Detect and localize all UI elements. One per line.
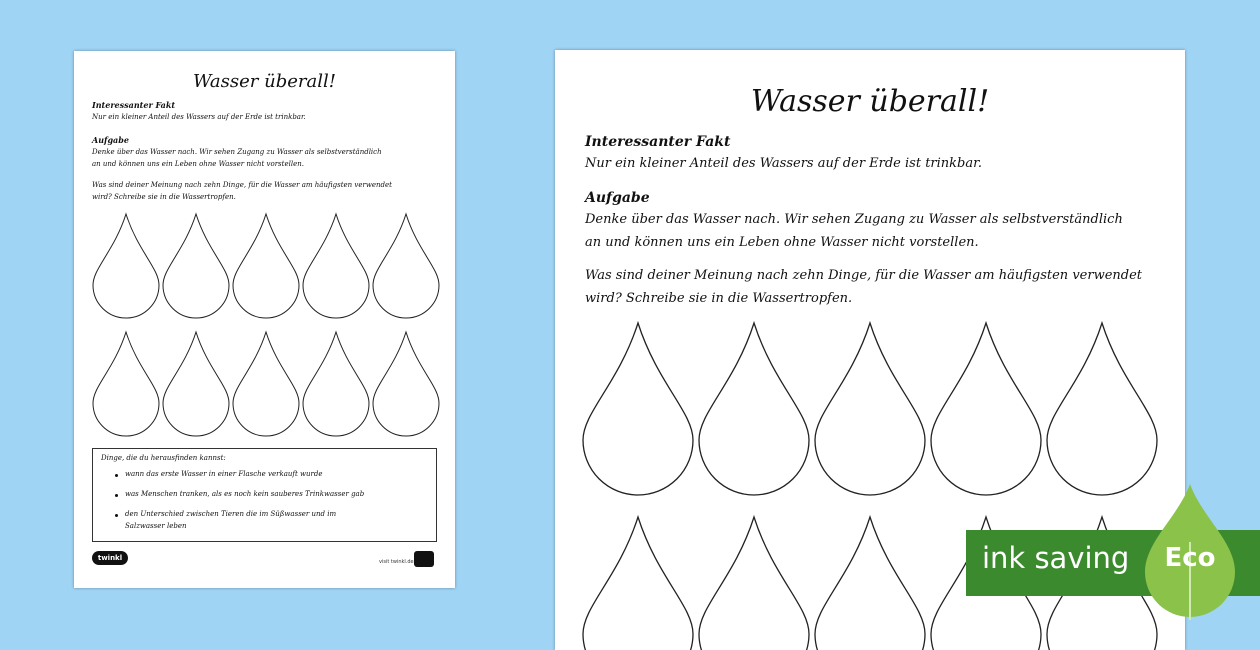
find-out-heading: Dinge, die du herausfinden kannst: xyxy=(101,454,226,462)
water-drop xyxy=(303,214,369,318)
task-line-1: Denke über das Wasser nach. Wir sehen Zugang zu Wasser als selbstverständlich xyxy=(585,212,1123,227)
water-drop xyxy=(93,332,159,436)
task-heading: Aufgabe xyxy=(585,190,650,206)
water-drop xyxy=(163,214,229,318)
water-drop xyxy=(373,332,439,436)
water-drop xyxy=(163,332,229,436)
water-drop xyxy=(931,323,1041,495)
water-drop xyxy=(699,323,809,495)
water-drop xyxy=(93,214,159,318)
fact-heading: Interessanter Fakt xyxy=(585,134,731,150)
twinkl-logo: twinkl xyxy=(92,551,128,565)
water-drop xyxy=(233,332,299,436)
footer-url: visit twinkl.de xyxy=(379,559,414,565)
find-out-item: Salzwasser leben xyxy=(125,522,187,530)
water-drop-grid xyxy=(74,51,455,451)
question-line-2: wird? Schreibe sie in die Wassertropfen. xyxy=(585,291,853,306)
footer-badge-icon xyxy=(414,551,434,567)
task-line-2: an und können uns ein Leben ohne Wasser nicht vorstellen. xyxy=(585,235,979,250)
eco-label: Eco xyxy=(1164,543,1216,573)
bullet-icon xyxy=(115,514,118,517)
question-line-1: Was sind deiner Meinung nach zehn Dinge, für die Wasser am häufigsten verwendet xyxy=(92,181,392,189)
worksheet-title: Wasser überall! xyxy=(750,84,990,119)
water-drop xyxy=(815,323,925,495)
worksheet-thumbnail xyxy=(74,51,455,588)
water-drop xyxy=(233,214,299,318)
water-drop xyxy=(815,517,925,650)
water-drop xyxy=(303,332,369,436)
find-out-item: was Menschen tranken, als es noch kein sauberes Trinkwasser gab xyxy=(125,490,365,498)
find-out-item: wann das erste Wasser in einer Flasche verkauft wurde xyxy=(125,470,323,478)
water-drop xyxy=(1047,323,1157,495)
worksheet-title: Wasser überall! xyxy=(193,71,336,92)
fact-heading: Interessanter Fakt xyxy=(92,100,176,110)
find-out-box xyxy=(92,448,437,542)
water-drop xyxy=(373,214,439,318)
task-heading: Aufgabe xyxy=(92,135,129,145)
task-line-1: Denke über das Wasser nach. Wir sehen Zugang zu Wasser als selbstverständlich xyxy=(92,148,382,156)
question-line-2: wird? Schreibe sie in die Wassertropfen. xyxy=(92,193,236,201)
ink-saving-text: ink saving xyxy=(982,541,1130,575)
find-out-item: den Unterschied zwischen Tieren die im Süßwasser und im xyxy=(125,510,337,518)
bullet-icon xyxy=(115,474,118,477)
question-line-1: Was sind deiner Meinung nach zehn Dinge, für die Wasser am häufigsten verwendet xyxy=(585,268,1143,283)
task-line-2: an und können uns ein Leben ohne Wasser nicht vorstellen. xyxy=(92,160,304,168)
water-drop xyxy=(583,323,693,495)
fact-text: Nur ein kleiner Anteil des Wassers auf der Erde ist trinkbar. xyxy=(585,156,983,171)
water-drop xyxy=(583,517,693,650)
water-drop xyxy=(699,517,809,650)
bullet-icon xyxy=(115,494,118,497)
fact-text: Nur ein kleiner Anteil des Wassers auf der Erde ist trinkbar. xyxy=(92,113,306,121)
